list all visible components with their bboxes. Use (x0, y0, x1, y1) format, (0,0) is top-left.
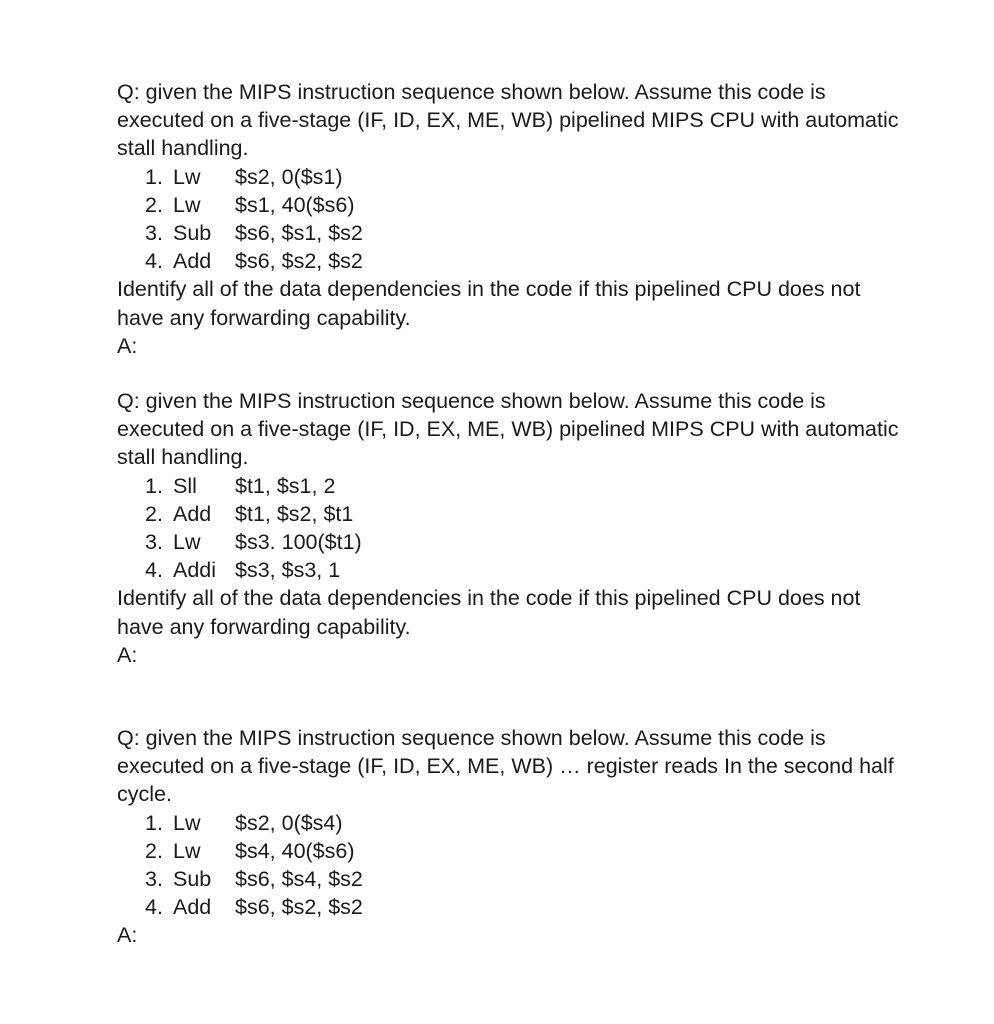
answer-label: A: (117, 923, 138, 948)
instruction-opcode: Add (173, 895, 212, 920)
question-prompt: Q: given the MIPS instruction sequence shown below. Assume this code is executed on a five-stage (IF, ID, EX, ME, WB) pipelined MIPS CPU with automatic stall handling. (117, 80, 899, 161)
instruction-opcode: Lw (173, 838, 201, 863)
instruction-operands: $s6, $s4, $s2 (235, 866, 363, 891)
instruction-number: 2. (145, 501, 163, 526)
instruction-number: 4. (145, 895, 163, 920)
instruction-opcode: Addi (173, 558, 217, 583)
instruction-operands: $s6, $s2, $s2 (235, 895, 363, 920)
question-prompt: Q: given the MIPS instruction sequence shown below. Assume this code is executed on a five-stage (IF, ID, EX, ME, WB) pipelined MIPS CPU with automatic stall handling. (117, 388, 899, 470)
instruction-item (117, 528, 907, 556)
answer-label: A: (117, 642, 138, 667)
instruction-item (117, 247, 907, 275)
instruction-operands: $s1, 40($s6) (235, 192, 355, 217)
question-task: Identify all of the data dependencies in the code if this pipelined CPU does not have any forwarding capability. (117, 586, 861, 639)
instruction-number: 4. (145, 558, 163, 583)
question-3 (117, 724, 907, 950)
instruction-item (117, 500, 907, 528)
instruction-opcode: Lw (173, 529, 201, 554)
instruction-opcode: Lw (173, 164, 201, 189)
instruction-operands: $s2, 0($s4) (235, 810, 343, 835)
instruction-item (117, 837, 907, 865)
instruction-item (117, 809, 907, 837)
instruction-item (117, 163, 907, 191)
instruction-operands: $s6, $s1, $s2 (235, 220, 363, 245)
instruction-opcode: Add (173, 249, 212, 274)
instruction-list (117, 472, 907, 585)
instruction-opcode: Sub (173, 220, 212, 245)
instruction-list (117, 809, 907, 922)
instruction-opcode: Add (173, 501, 212, 526)
instruction-number: 1. (145, 810, 163, 835)
instruction-operands: $s4, 40($s6) (235, 838, 355, 863)
instruction-number: 4. (145, 249, 163, 274)
answer-label: A: (117, 333, 138, 358)
instruction-opcode: Sub (173, 866, 212, 891)
instruction-operands: $s2, 0($s1) (235, 164, 343, 189)
document-page (117, 78, 907, 950)
instruction-list (117, 163, 907, 276)
instruction-opcode: Lw (173, 810, 201, 835)
instruction-operands: $t1, $s2, $t1 (235, 501, 354, 526)
instruction-number: 3. (145, 529, 163, 554)
instruction-number: 1. (145, 164, 163, 189)
instruction-operands: $s6, $s2, $s2 (235, 249, 363, 274)
instruction-item (117, 219, 907, 247)
instruction-item (117, 472, 907, 500)
instruction-number: 3. (145, 220, 163, 245)
instruction-item (117, 556, 907, 584)
instruction-number: 2. (145, 192, 163, 217)
instruction-opcode: Sll (173, 473, 197, 498)
instruction-item (117, 865, 907, 893)
instruction-number: 2. (145, 838, 163, 863)
instruction-number: 1. (145, 473, 163, 498)
instruction-opcode: Lw (173, 192, 201, 217)
question-prompt: Q: given the MIPS instruction sequence shown below. Assume this code is executed on a five-stage (IF, ID, EX, ME, WB) … register reads In the second half cycle. (117, 725, 894, 807)
question-2 (117, 387, 907, 669)
instruction-number: 3. (145, 866, 163, 891)
question-1 (117, 78, 907, 360)
instruction-operands: $t1, $s1, 2 (235, 473, 336, 498)
question-task: Identify all of the data dependencies in the code if this pipelined CPU does not have any forwarding capability. (117, 277, 861, 330)
instruction-item (117, 893, 907, 921)
instruction-operands: $s3. 100($t1) (235, 529, 362, 554)
instruction-item (117, 191, 907, 219)
instruction-operands: $s3, $s3, 1 (235, 558, 341, 583)
